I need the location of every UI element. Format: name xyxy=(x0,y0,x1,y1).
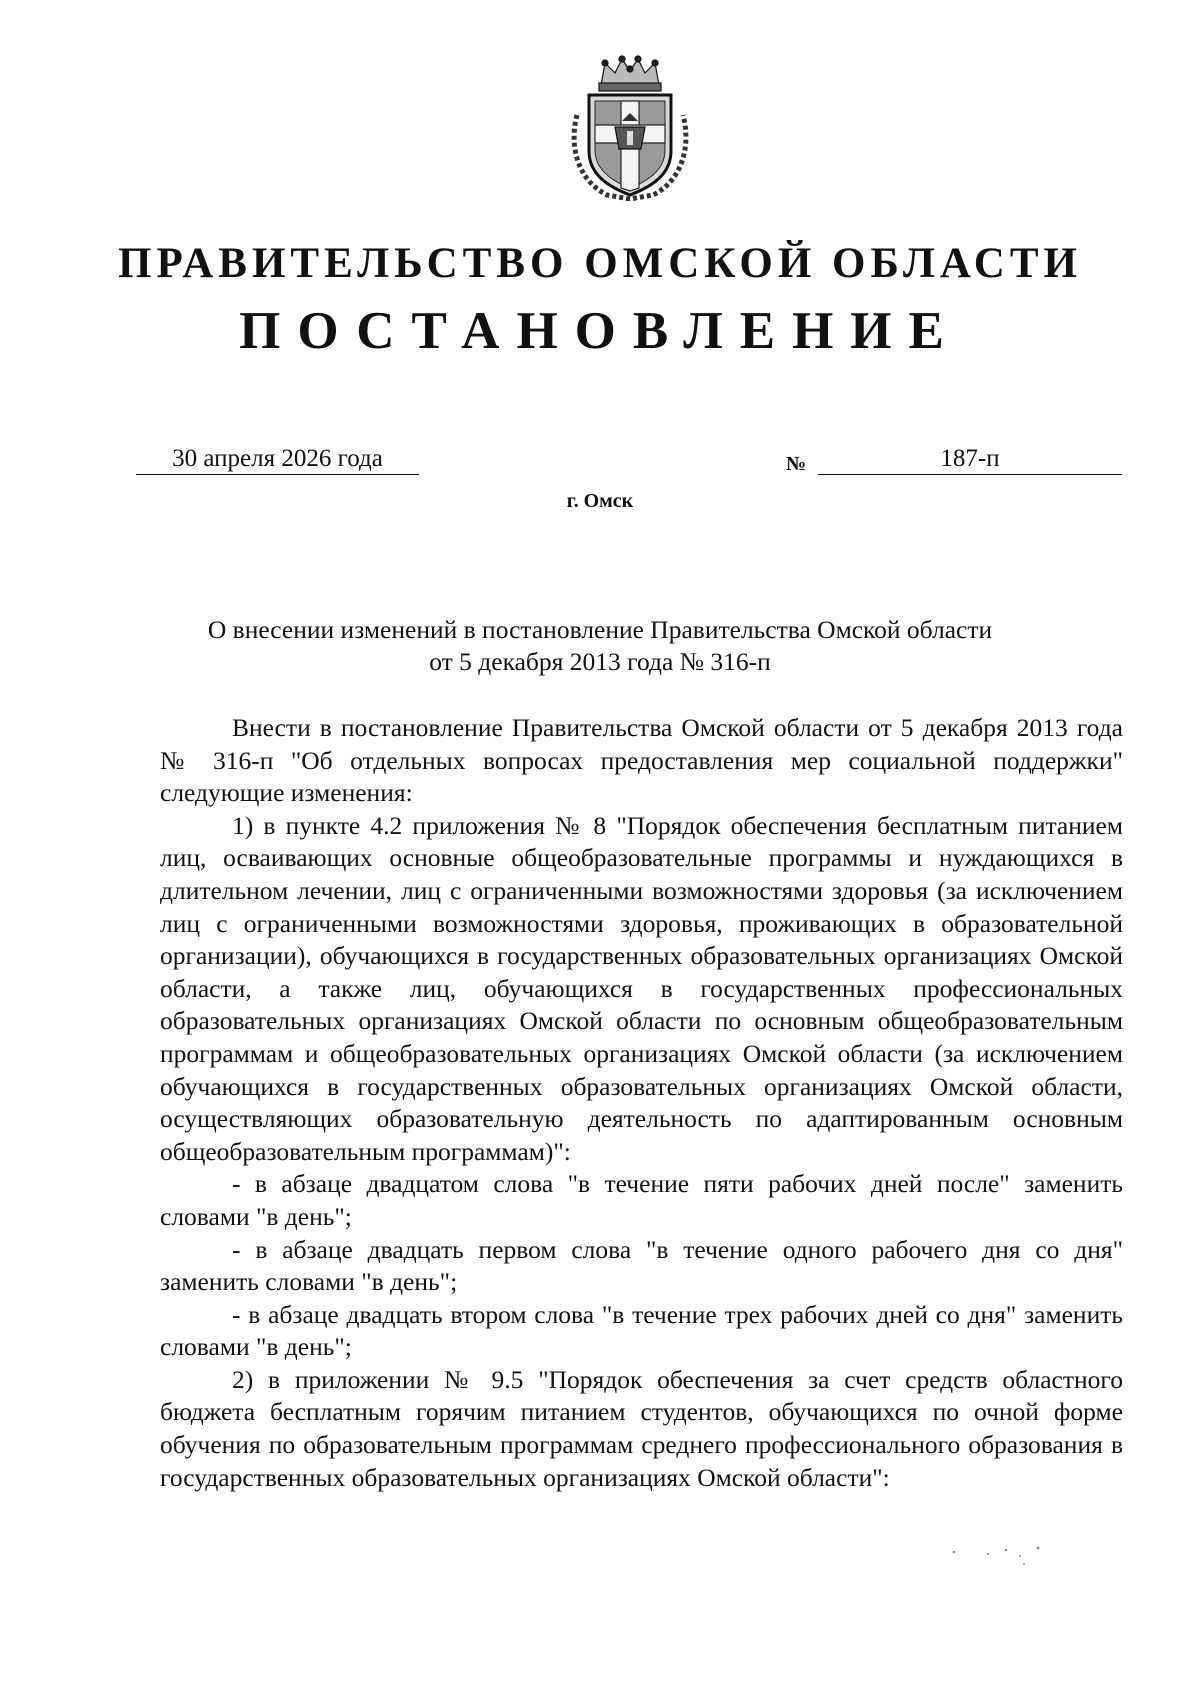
document-subject xyxy=(160,614,1040,678)
body-paragraph-item-1: 1) в пункте 4.2 приложения № 8 "Порядок обеспечения бесплатным питанием лиц, осваивающих основные общеобразовательные программы и нуждающихся в длительном лечении, лиц с ограниченными возможностями здоровья (за исключением лиц с ограниченными возможностями здоровья, проживающих в образовательной организации), обучающихся в государственных образовательных организациях Омской области, а также лиц, обучающихся в государственных профессиональных образовательных организациях Омской области по основным общеобразовательным программам и общеобразовательных организациях Омской области (за исключением обучающихся в государственных образовательных организациях Омской области, осуществляющих образовательную деятельность по адаптированным основным общеобразовательным программам)": xyxy=(160,810,1123,1166)
body-paragraph-subitem: - в абзаце двадцатом слова "в течение пяти рабочих дней после" заменить словами "в день"; xyxy=(160,1169,1123,1231)
subject-line-2: от 5 декабря 2013 года № 316-п xyxy=(429,647,771,676)
document-date: 30 апреля 2026 года xyxy=(136,444,419,475)
number-sign: № xyxy=(786,453,807,475)
document-body xyxy=(160,712,1123,1494)
subject-line-1: О внесении изменений в постановление Правительства Омской области xyxy=(207,615,993,644)
document-city: г. Омск xyxy=(566,490,634,512)
scan-noise-mark xyxy=(948,1544,1068,1568)
body-paragraph-subitem: - в абзаце двадцать первом слова "в течение одного рабочего дня со дня" заменить словами "в день"; xyxy=(160,1234,1123,1297)
body-paragraph-subitem: - в абзаце двадцать втором слова "в течение трех рабочих дней со дня" заменить словами "в день"; xyxy=(160,1299,1123,1362)
coat-of-arms-icon xyxy=(567,55,693,201)
body-paragraph-item-2: 2) в приложении № 9.5 "Порядок обеспечения за счет средств областного бюджета бесплатным горячим питанием студентов, обучающихся по очной форме обучения по образовательным программам среднего профессионального образования в государственных образовательных организациях Омской области": xyxy=(160,1364,1123,1492)
document-type-title: ПОСТАНОВЛЕНИЕ xyxy=(239,302,961,360)
document-number: 187-п xyxy=(818,444,1122,475)
government-name: ПРАВИТЕЛЬСТВО ОМСКОЙ ОБЛАСТИ xyxy=(118,240,1082,287)
body-paragraph-intro: Внести в постановление Правительства Омской области от 5 декабря 2013 года № 316-п "Об отдельных вопросах предоставления мер социальной поддержки" следующие изменения: xyxy=(160,713,1123,808)
